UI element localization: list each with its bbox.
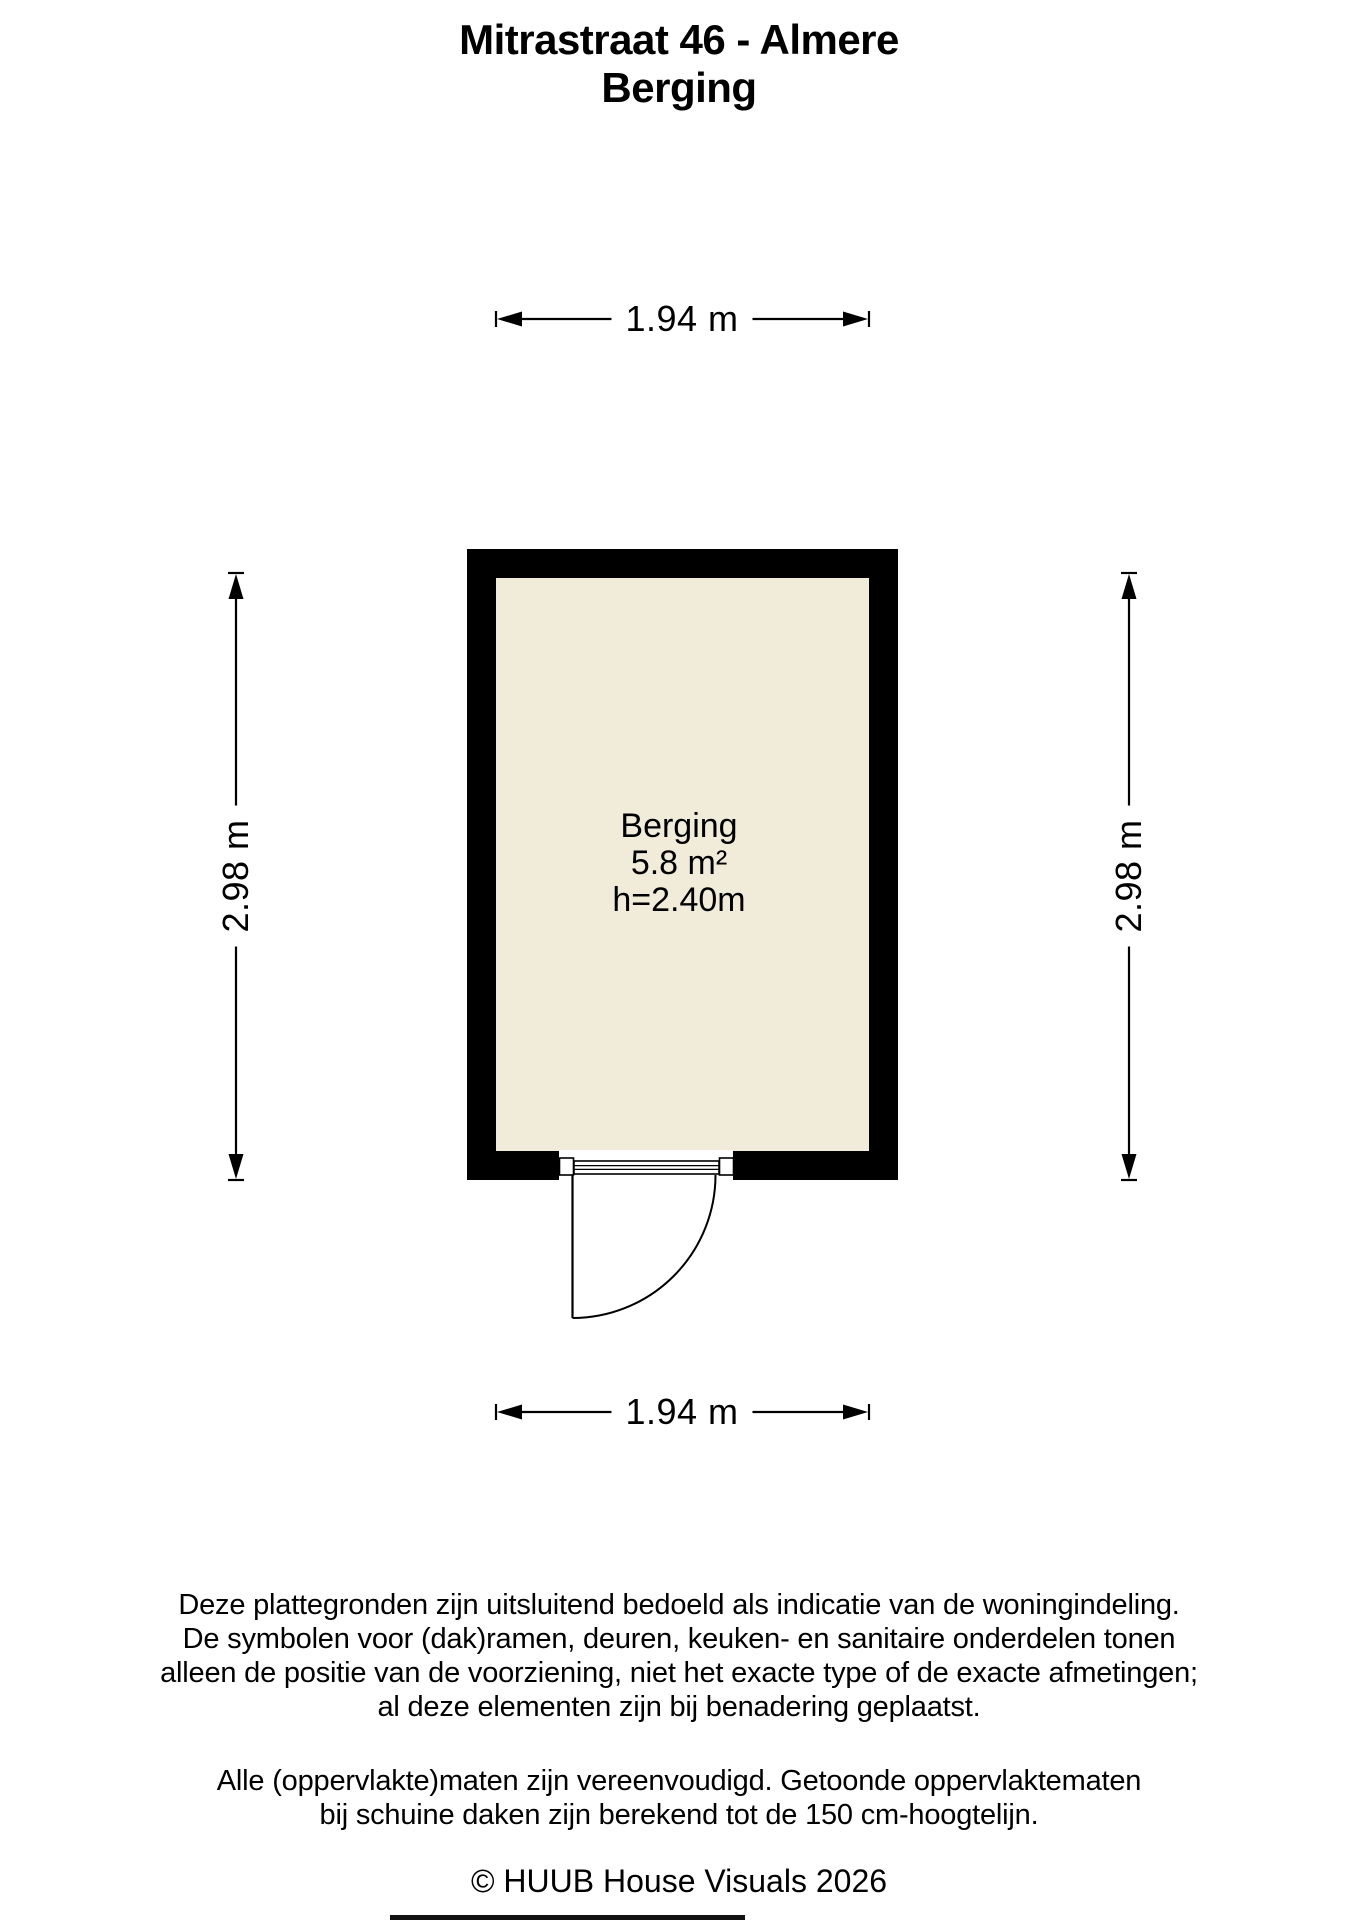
disclaimer-line: alleen de positie van de voorziening, niet het exacte type of de exacte afmetingen; [160,1657,1198,1689]
disclaimer-line: De symbolen voor (dak)ramen, deuren, keuken- en sanitaire onderdelen tonen [182,1623,1176,1655]
dimension-label-right: 2.98 m [1110,805,1148,946]
disclaimer-paragraph-2 [0,1764,1358,1832]
room-area: 5.8 m² [630,844,728,882]
disclaimer-line: Alle (oppervlakte)maten zijn vereenvoudigd. Getoonde oppervlaktematen [216,1765,1142,1797]
dimension-label-top: 1.94 m [611,300,752,338]
door-jamb-left [560,1158,574,1175]
door-swing-arc [573,1175,716,1318]
disclaimer-line: bij schuine daken zijn berekend tot de 150 cm-hoogtelijn. [319,1799,1039,1831]
copyright-text: © HUUB House Visuals 2026 [470,1863,888,1899]
room-label [0,808,1358,919]
dimension-label-bottom: 1.94 m [611,1393,752,1431]
disclaimer-paragraph-1 [0,1588,1358,1724]
disclaimer-line: Deze plattegronden zijn uitsluitend bedoeld als indicatie van de woningindeling. [178,1589,1180,1621]
room-name: Berging [620,807,738,845]
title-address: Mitrastraat 46 - Almere [459,16,899,63]
room-ceiling-height: h=2.40m [612,881,746,919]
door-jamb-right [720,1158,734,1175]
door-threshold [574,1161,719,1174]
dimension-label-left: 2.98 m [217,805,255,946]
title-floor: Berging [601,64,757,111]
disclaimer-line: al deze elementen zijn bij benadering geplaatst. [377,1691,981,1723]
bottom-crop-line [390,1915,745,1920]
